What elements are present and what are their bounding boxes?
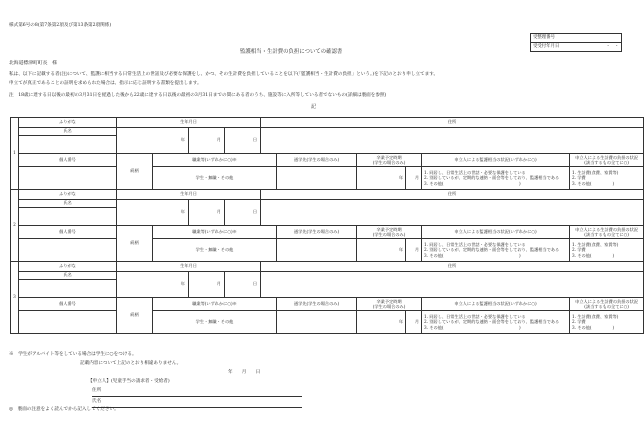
graduation-month-field[interactable]: 月 bbox=[406, 311, 422, 334]
intro-text-2: 申立てが真正であることの証明を求められた場合は、指示に応じ証明する書類を提出します。 bbox=[9, 81, 202, 86]
living-option-1[interactable]: 1. 生計費(食費、家賃等) bbox=[572, 170, 619, 176]
custody-option-1[interactable]: 1. 同居し、日常生活上の世話・必要な保護をしている bbox=[424, 314, 526, 320]
note-text: 注 18歳に達する日以後の最初の3月31日を経過した後から22歳に達する日以後の最初の3月31日までの間にある者のうち、施設等に入所等している者でないもの(詳細は裏面を参照) bbox=[9, 93, 387, 98]
address-field[interactable] bbox=[261, 272, 644, 298]
living-cost-options[interactable] bbox=[570, 311, 644, 334]
living-cost-label: 申立人による生計費の負担の状況 (該当するもの全てに○) bbox=[570, 226, 644, 239]
graduation-year-field[interactable]: 年 bbox=[357, 239, 406, 262]
birth-month-field[interactable]: 月 bbox=[189, 128, 225, 154]
name-label: 氏名 bbox=[19, 200, 117, 208]
applicant-address-label: 住所 bbox=[92, 388, 102, 393]
living-option-2[interactable]: 2. 学費 bbox=[572, 319, 586, 325]
declaration-table bbox=[10, 117, 644, 334]
graduation-label: 卒業予定時期 (学生の場合のみ) bbox=[357, 298, 422, 311]
graduation-label: 卒業予定時期 (学生の場合のみ) bbox=[357, 154, 422, 167]
furigana-label: ふりがな bbox=[19, 190, 117, 200]
registration-box bbox=[530, 33, 622, 52]
back-note: ◎ 裏面の注意をよく読んでから記入してください。 bbox=[9, 407, 119, 412]
birth-day-field[interactable]: 日 bbox=[225, 272, 261, 298]
living-option-2[interactable]: 2. 学費 bbox=[572, 175, 586, 181]
living-option-2[interactable]: 2. 学費 bbox=[572, 247, 586, 253]
custody-options[interactable] bbox=[422, 167, 570, 190]
page-title: 監護相当・生計費の負担についての確認書 bbox=[240, 49, 343, 55]
name-line[interactable] bbox=[92, 407, 302, 408]
zokugara-label: 続柄 bbox=[117, 154, 153, 190]
kojin-bango-label: 個人番号 bbox=[19, 298, 117, 311]
birth-month-field[interactable]: 月 bbox=[189, 200, 225, 226]
zokugara-label: 続柄 bbox=[117, 226, 153, 262]
school-label: 通学先(学生の場合のみ) bbox=[277, 298, 357, 311]
living-cost-options[interactable] bbox=[570, 239, 644, 262]
furigana-label: ふりがな bbox=[19, 262, 117, 272]
zokugara-label: 続柄 bbox=[117, 298, 153, 334]
custody-options[interactable] bbox=[422, 311, 570, 334]
living-cost-label: 申立人による生計費の負担の状況 (該当するもの全てに○) bbox=[570, 298, 644, 311]
kojin-bango-label: 個人番号 bbox=[19, 226, 117, 239]
graduation-month-field[interactable]: 月 bbox=[406, 239, 422, 262]
occupation-options[interactable]: 学生・無職・その他 bbox=[153, 311, 277, 334]
name-label: 氏名 bbox=[19, 128, 117, 136]
birthdate-label: 生年月日 bbox=[117, 262, 261, 272]
row-number: 3 bbox=[11, 262, 19, 334]
form-code: 様式第6号の8(第7条第2項及び第13条第2項関係) bbox=[9, 23, 112, 28]
school-field[interactable] bbox=[277, 239, 357, 262]
occupation-label: 職業等(いずれかに○)※ bbox=[153, 298, 277, 311]
registration-date-label: 受受付年月日 ・ ・ bbox=[531, 43, 622, 52]
birth-day-field[interactable]: 日 bbox=[225, 200, 261, 226]
address-field[interactable] bbox=[261, 200, 644, 226]
name-field[interactable] bbox=[19, 208, 117, 226]
ki-label: 記 bbox=[311, 104, 317, 110]
birth-day-field[interactable]: 日 bbox=[225, 128, 261, 154]
name-field[interactable] bbox=[19, 136, 117, 154]
occupation-label: 職業等(いずれかに○)※ bbox=[153, 154, 277, 167]
birth-month-field[interactable]: 月 bbox=[189, 272, 225, 298]
student-note: ※ 学生がアルバイト等をしている場合は学生に○をつける。 bbox=[9, 352, 137, 357]
occupation-label: 職業等(いずれかに○)※ bbox=[153, 226, 277, 239]
address-label: 住所 bbox=[261, 262, 644, 272]
living-option-3[interactable]: 3. その他( ) bbox=[572, 324, 615, 330]
birthdate-label: 生年月日 bbox=[117, 190, 261, 200]
custody-options[interactable] bbox=[422, 239, 570, 262]
living-option-3[interactable]: 3. その他( ) bbox=[572, 252, 615, 258]
statement: 記載内容について上記のとおり相違ありません。 bbox=[80, 361, 182, 366]
name-field[interactable] bbox=[19, 280, 117, 298]
custody-option-1[interactable]: 1. 同居し、日常生活上の世話・必要な保護をしている bbox=[424, 170, 526, 176]
custody-label: 申立人による監護相当の状況(いずれかに○) bbox=[422, 154, 570, 167]
living-option-1[interactable]: 1. 生計費(食費、家賃等) bbox=[572, 242, 619, 248]
custody-option-3[interactable]: 3. その他( ) bbox=[424, 324, 521, 330]
applicant-name-label: 氏名 bbox=[92, 399, 102, 404]
name-label: 氏名 bbox=[19, 272, 117, 280]
custody-option-3[interactable]: 3. その他( ) bbox=[424, 180, 521, 186]
living-cost-label: 申立人による生計費の負担の状況 (該当するもの全てに○) bbox=[570, 154, 644, 167]
living-option-3[interactable]: 3. その他( ) bbox=[572, 180, 615, 186]
row-number: 1 bbox=[11, 118, 19, 190]
kojin-bango-field[interactable] bbox=[19, 239, 117, 262]
kojin-bango-field[interactable] bbox=[19, 167, 117, 190]
birthdate-label: 生年月日 bbox=[117, 118, 261, 128]
birth-year-field[interactable]: 年 bbox=[117, 272, 189, 298]
graduation-label: 卒業予定時期 (学生の場合のみ) bbox=[357, 226, 422, 239]
person-block-1 bbox=[11, 118, 644, 128]
custody-option-1[interactable]: 1. 同居し、日常生活上の世話・必要な保護をしている bbox=[424, 242, 526, 248]
address-field[interactable] bbox=[261, 128, 644, 154]
kojin-bango-field[interactable] bbox=[19, 311, 117, 334]
living-cost-options[interactable] bbox=[570, 167, 644, 190]
address-line[interactable] bbox=[92, 396, 302, 397]
statement-date: 年 月 日 bbox=[228, 370, 261, 375]
school-field[interactable] bbox=[277, 311, 357, 334]
address-label: 住所 bbox=[261, 118, 644, 128]
furigana-label: ふりがな bbox=[19, 118, 117, 128]
row-number: 2 bbox=[11, 190, 19, 262]
custody-option-3[interactable]: 3. その他( ) bbox=[424, 252, 521, 258]
kojin-bango-label: 個人番号 bbox=[19, 154, 117, 167]
school-field[interactable] bbox=[277, 167, 357, 190]
applicant-label: 【申立人】(児童手当の請求者・受給者) bbox=[88, 379, 170, 384]
birth-year-field[interactable]: 年 bbox=[117, 128, 189, 154]
birth-year-field[interactable]: 年 bbox=[117, 200, 189, 226]
person-block-2 bbox=[11, 190, 644, 200]
intro-text: 私は、以下に記載する者(注)について、監護に相当する日常生活上の世話及び必要な保護をし、かつ、その生計費を負担していることを以下(「監護相当・生計費の負担」という。)を下記のとおり申し立てます。 bbox=[9, 72, 439, 77]
custody-label: 申立人による監護相当の状況(いずれかに○) bbox=[422, 298, 570, 311]
address-label: 住所 bbox=[261, 190, 644, 200]
registration-number-label: 受整理番号 bbox=[531, 34, 622, 43]
occupation-options[interactable]: 学生・無職・その他 bbox=[153, 239, 277, 262]
graduation-year-field[interactable]: 年 bbox=[357, 167, 406, 190]
school-label: 通学先(学生の場合のみ) bbox=[277, 154, 357, 167]
custody-option-2[interactable]: 2. 別居しているが、定期的な連絡・面会等をしており、監護相当である bbox=[424, 319, 560, 325]
custody-option-2[interactable]: 2. 別居しているが、定期的な連絡・面会等をしており、監護相当である bbox=[424, 175, 560, 181]
occupation-options[interactable]: 学生・無職・その他 bbox=[153, 167, 277, 190]
living-option-1[interactable]: 1. 生計費(食費、家賃等) bbox=[572, 314, 619, 320]
custody-option-2[interactable]: 2. 別居しているが、定期的な連絡・面会等をしており、監護相当である bbox=[424, 247, 560, 253]
graduation-year-field[interactable]: 年 bbox=[357, 311, 406, 334]
graduation-month-field[interactable]: 月 bbox=[406, 167, 422, 190]
school-label: 通学先(学生の場合のみ) bbox=[277, 226, 357, 239]
person-block-3 bbox=[11, 262, 644, 272]
custody-label: 申立人による監護相当の状況(いずれかに○) bbox=[422, 226, 570, 239]
recipient: 北海道標津町町長 様 bbox=[9, 61, 57, 66]
